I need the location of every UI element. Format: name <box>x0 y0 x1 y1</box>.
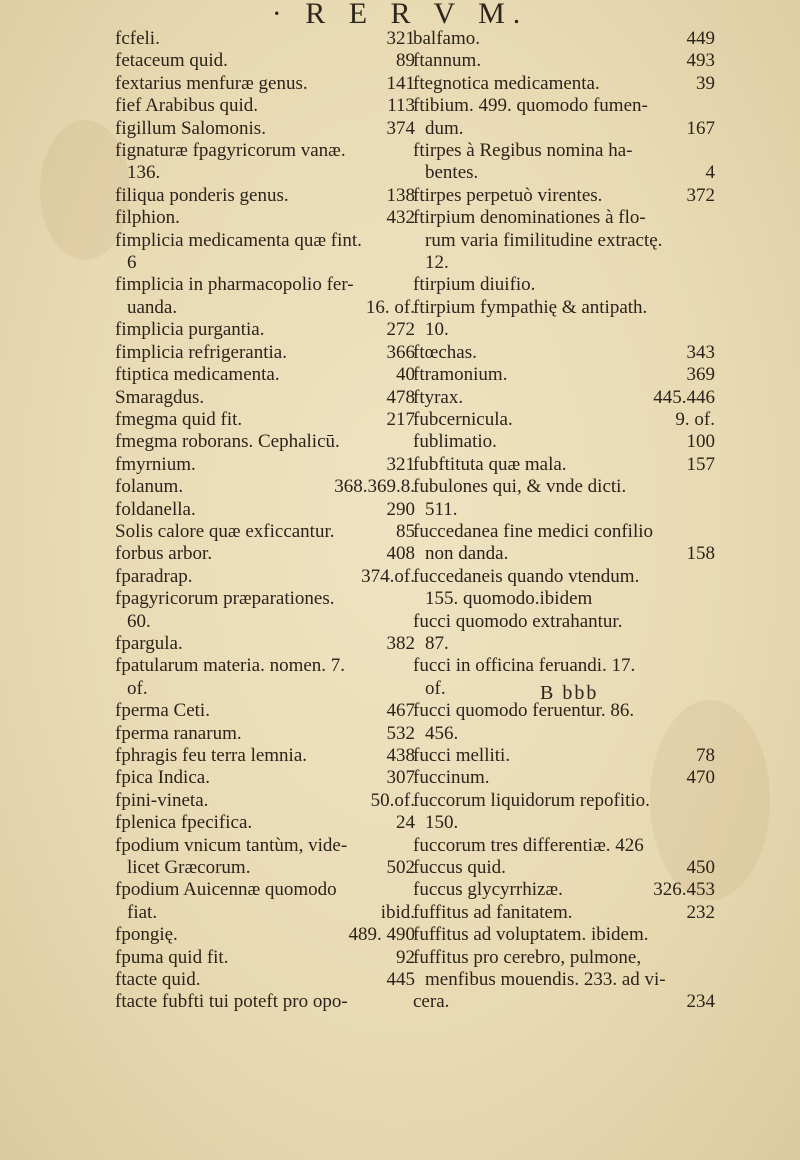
page-reference: 16. of. <box>365 296 415 318</box>
page-reference: 4 <box>705 162 715 184</box>
index-term: fimplicia medicamenta quæ fint. <box>115 229 362 251</box>
index-term: fetaceum quid. <box>115 50 228 72</box>
page-reference: 158 <box>686 543 715 565</box>
index-entry <box>115 566 415 588</box>
index-entry <box>115 28 415 50</box>
index-continuation: non danda. <box>425 543 509 565</box>
page-reference: 502 <box>386 857 415 879</box>
index-term: ftacte quid. <box>115 969 201 991</box>
page-reference: 467 <box>386 700 415 722</box>
index-term: fpatularum materia. nomen. 7. <box>115 655 346 677</box>
index-entry <box>115 924 415 946</box>
index-column-right <box>413 28 715 1014</box>
page-reference: 89 <box>396 50 415 72</box>
index-entry <box>413 790 715 835</box>
index-term: cera. <box>413 991 450 1013</box>
index-entry <box>115 364 415 386</box>
index-entry <box>413 342 715 364</box>
page-reference: 234 <box>686 991 715 1013</box>
index-continuation: licet Græcorum. <box>127 857 251 879</box>
page-reference: 408 <box>386 543 415 565</box>
index-term: fextarius menfuræ genus. <box>115 72 308 94</box>
index-entry <box>413 947 715 992</box>
index-entry <box>115 230 415 275</box>
index-entry <box>115 185 415 207</box>
index-entry <box>115 588 415 633</box>
index-continuation: uanda. <box>127 296 178 318</box>
index-entry <box>115 723 415 745</box>
page-reference: 157 <box>686 453 715 475</box>
index-term: fuccus glycyrrhizæ. <box>413 879 563 901</box>
index-entry <box>413 28 715 50</box>
page-reference: 272 <box>386 319 415 341</box>
index-term: fuccorum liquidorum repofitio. <box>413 789 650 811</box>
page-reference: 232 <box>686 901 715 923</box>
index-term: fpagyricorum præparationes. <box>115 588 335 610</box>
index-continuation: 511. <box>425 498 458 520</box>
index-entry <box>115 991 415 1013</box>
index-continuation: 87. <box>425 632 449 654</box>
index-term: fuccinum. <box>413 767 490 789</box>
page-reference: 489. 490 <box>348 924 415 946</box>
index-entry <box>115 319 415 341</box>
index-term: ftirpes perpetuò virentes. <box>413 184 603 206</box>
index-term: fuccedanea fine medici confilio <box>413 520 654 542</box>
index-entry <box>413 476 715 521</box>
page-reference: 290 <box>386 498 415 520</box>
index-entry <box>115 969 415 991</box>
index-term: ftiptica medicamenta. <box>115 364 280 386</box>
index-term: fucci quomodo feruentur. 86. <box>413 700 635 722</box>
page-reference: 449 <box>686 28 715 49</box>
index-term: Smaragdus. <box>115 386 205 408</box>
page-reference: 321 <box>386 453 415 475</box>
page-reference: 369 <box>686 364 715 386</box>
index-term: fpodium vnicum tantùm, vide- <box>115 834 348 856</box>
index-term: fuffitus pro cerebro, pulmone, <box>413 946 642 968</box>
index-entry <box>115 499 415 521</box>
index-entry <box>115 207 415 229</box>
index-continuation: rum varia fimilitudine extractę. <box>425 229 663 251</box>
index-entry <box>413 700 715 745</box>
page-reference: 141 <box>386 72 415 94</box>
index-term: fubulones qui, & vnde dicti. <box>413 476 627 498</box>
index-continuation: 456. <box>425 722 459 744</box>
index-entry <box>115 274 415 319</box>
index-term: Solis calore quæ exficcantur. <box>115 520 335 542</box>
page-reference: 167 <box>686 117 715 139</box>
index-term: fpongię. <box>115 924 178 946</box>
index-entry <box>115 387 415 409</box>
page-reference: 450 <box>686 857 715 879</box>
page-reference: 438 <box>386 745 415 766</box>
page-reference: 382 <box>386 632 415 654</box>
index-term: fperma ranarum. <box>115 722 242 744</box>
index-term: fplenica fpecifica. <box>115 812 253 834</box>
index-term: fmegma roborans. Cephalicū. <box>115 431 340 453</box>
index-continuation: 60. <box>127 610 151 632</box>
index-entry <box>115 655 415 700</box>
index-entry <box>413 431 715 453</box>
page-reference: 343 <box>686 341 715 363</box>
index-term: figillum Salomonis. <box>115 117 266 139</box>
index-entry <box>413 924 715 946</box>
index-entry <box>413 902 715 924</box>
page-reference: 40 <box>396 364 415 386</box>
index-entry <box>115 700 415 722</box>
index-entry <box>413 745 715 767</box>
page-reference: 92 <box>396 946 415 968</box>
index-term: fmyrnium. <box>115 453 196 475</box>
page-reference: 321 <box>386 28 415 49</box>
index-term: ftacte fubfti tui poteft pro opo- <box>115 991 348 1013</box>
index-term: fmegma quid fit. <box>115 408 243 430</box>
page-reference: 470 <box>686 767 715 789</box>
index-term: ftramonium. <box>413 364 508 386</box>
index-term: balfamo. <box>413 28 481 49</box>
index-entry <box>413 95 715 140</box>
index-term: fimplicia purgantia. <box>115 319 265 341</box>
page-reference: 445 <box>386 969 415 991</box>
index-entry <box>413 566 715 611</box>
index-entry <box>115 767 415 789</box>
index-term: fucci melliti. <box>413 745 511 766</box>
index-continuation: 12. <box>425 252 449 274</box>
index-entry <box>115 790 415 812</box>
index-entry <box>115 95 415 117</box>
page-reference: 138 <box>386 184 415 206</box>
index-term: ftirpium diuifio. <box>413 274 536 296</box>
index-term: fubcernicula. <box>413 408 513 430</box>
index-entry <box>115 521 415 543</box>
index-term: fimplicia refrigerantia. <box>115 341 287 363</box>
page-reference: 493 <box>686 50 715 72</box>
index-entry <box>413 454 715 476</box>
index-entry <box>115 633 415 655</box>
index-term: fucci quomodo extrahantur. <box>413 610 623 632</box>
index-continuation: 150. <box>425 812 459 834</box>
index-term: fpica Indica. <box>115 767 210 789</box>
index-term: fublimatio. <box>413 431 497 453</box>
index-term: foldanella. <box>115 498 196 520</box>
page-reference: 100 <box>686 431 715 453</box>
index-continuation: of. <box>425 677 446 699</box>
page-reference: 478 <box>386 386 415 408</box>
page-reference: 368.369.8. <box>334 476 415 498</box>
index-term: fuffitus ad voluptatem. ibidem. <box>413 924 649 946</box>
index-term: filiqua ponderis genus. <box>115 184 289 206</box>
index-entry <box>115 947 415 969</box>
index-column-left <box>115 28 415 1014</box>
index-term: fperma Ceti. <box>115 700 210 722</box>
index-term: fpuma quid fit. <box>115 946 229 968</box>
index-continuation: 136. <box>127 162 161 184</box>
index-continuation: fiat. <box>127 901 158 923</box>
index-entry <box>413 207 715 274</box>
page-reference: 307 <box>386 767 415 789</box>
page-reference: 374.of. <box>361 565 415 587</box>
page-reference: 85 <box>396 520 415 542</box>
index-continuation: menfibus mouendis. 233. ad vi- <box>425 969 666 991</box>
page-reference: 24 <box>396 812 415 834</box>
index-continuation: 155. quomodo.ibidem <box>425 588 593 610</box>
index-term: ftirpium denominationes à flo- <box>413 207 646 229</box>
page-reference: 326.453 <box>653 879 715 901</box>
index-term: fuccedaneis quando vtendum. <box>413 565 640 587</box>
page-reference: 532 <box>386 722 415 744</box>
index-term: fubftituta quæ mala. <box>413 453 567 475</box>
index-term: forbus arbor. <box>115 543 213 565</box>
page-reference: 445.446 <box>653 386 715 408</box>
index-entry <box>413 185 715 207</box>
index-entry <box>413 274 715 296</box>
index-term: ftyrax. <box>413 386 464 408</box>
index-term: fcfeli. <box>115 28 160 49</box>
page-reference: 366 <box>386 341 415 363</box>
index-entry <box>413 835 715 857</box>
index-term: fignaturæ fpagyricorum vanæ. <box>115 140 346 162</box>
index-entry <box>413 857 715 879</box>
index-entry <box>115 543 415 565</box>
page-reference: 9. of. <box>675 408 715 430</box>
index-continuation: 10. <box>425 319 449 341</box>
page-reference: 39 <box>696 72 715 94</box>
page-reference: 113 <box>387 95 415 117</box>
index-entry <box>413 991 715 1013</box>
index-continuation: of. <box>127 677 148 699</box>
index-entry <box>115 342 415 364</box>
index-term: folanum. <box>115 476 184 498</box>
index-term: filphion. <box>115 207 180 229</box>
index-entry <box>115 118 415 140</box>
index-term: fuccus quid. <box>413 857 506 879</box>
page-reference: 374 <box>386 117 415 139</box>
index-continuation: bentes. <box>425 162 479 184</box>
index-term: fparadrap. <box>115 565 193 587</box>
index-entry <box>115 835 415 880</box>
index-term: fphragis feu terra lemnia. <box>115 745 308 766</box>
page-reference: 217 <box>386 408 415 430</box>
index-entry <box>115 879 415 924</box>
page-reference: ibid. <box>380 901 415 923</box>
index-term: ftegnotica medicamenta. <box>413 72 600 94</box>
page-reference: 78 <box>696 745 715 766</box>
index-entry <box>115 140 415 185</box>
index-entry <box>413 521 715 566</box>
index-entry <box>413 767 715 789</box>
page-reference: 372 <box>686 184 715 206</box>
index-term: fief Arabibus quid. <box>115 95 259 117</box>
index-entry <box>413 364 715 386</box>
index-entry <box>413 879 715 901</box>
index-term: fpodium Auicennæ quomodo <box>115 879 337 901</box>
index-entry <box>115 476 415 498</box>
index-term: fuccorum tres differentiæ. 426 <box>413 834 644 856</box>
index-continuation: 6 <box>127 252 137 274</box>
index-term: ftirpium fympathię & antipath. <box>413 296 648 318</box>
index-entry <box>413 611 715 656</box>
index-entry <box>413 297 715 342</box>
index-entry <box>115 454 415 476</box>
index-term: ftibium. 499. quomodo fumen- <box>413 95 648 117</box>
index-entry <box>413 50 715 72</box>
index-entry <box>115 73 415 95</box>
signature-mark: B bbb <box>540 682 599 704</box>
index-term: ftannum. <box>413 50 482 72</box>
page-reference: 432 <box>386 207 415 229</box>
index-term: fpargula. <box>115 632 183 654</box>
index-term: fucci in officina feruandi. 17. <box>413 655 636 677</box>
index-entry <box>115 745 415 767</box>
index-entry <box>413 387 715 409</box>
index-term: ftirpes à Regibus nomina ha- <box>413 140 633 162</box>
index-entry <box>413 73 715 95</box>
index-term: ftœchas. <box>413 341 477 363</box>
index-entry <box>115 50 415 72</box>
index-term: fimplicia in pharmacopolio fer- <box>115 274 354 296</box>
index-entry <box>413 409 715 431</box>
index-entry <box>413 140 715 185</box>
index-term: fuffitus ad fanitatem. <box>413 901 573 923</box>
index-entry <box>115 431 415 453</box>
index-continuation: dum. <box>425 117 464 139</box>
page-header: · R E R V M. <box>271 0 529 30</box>
index-term: fpini-vineta. <box>115 789 209 811</box>
index-entry <box>115 812 415 834</box>
page-reference: 50.of. <box>370 789 415 811</box>
index-entry <box>115 409 415 431</box>
